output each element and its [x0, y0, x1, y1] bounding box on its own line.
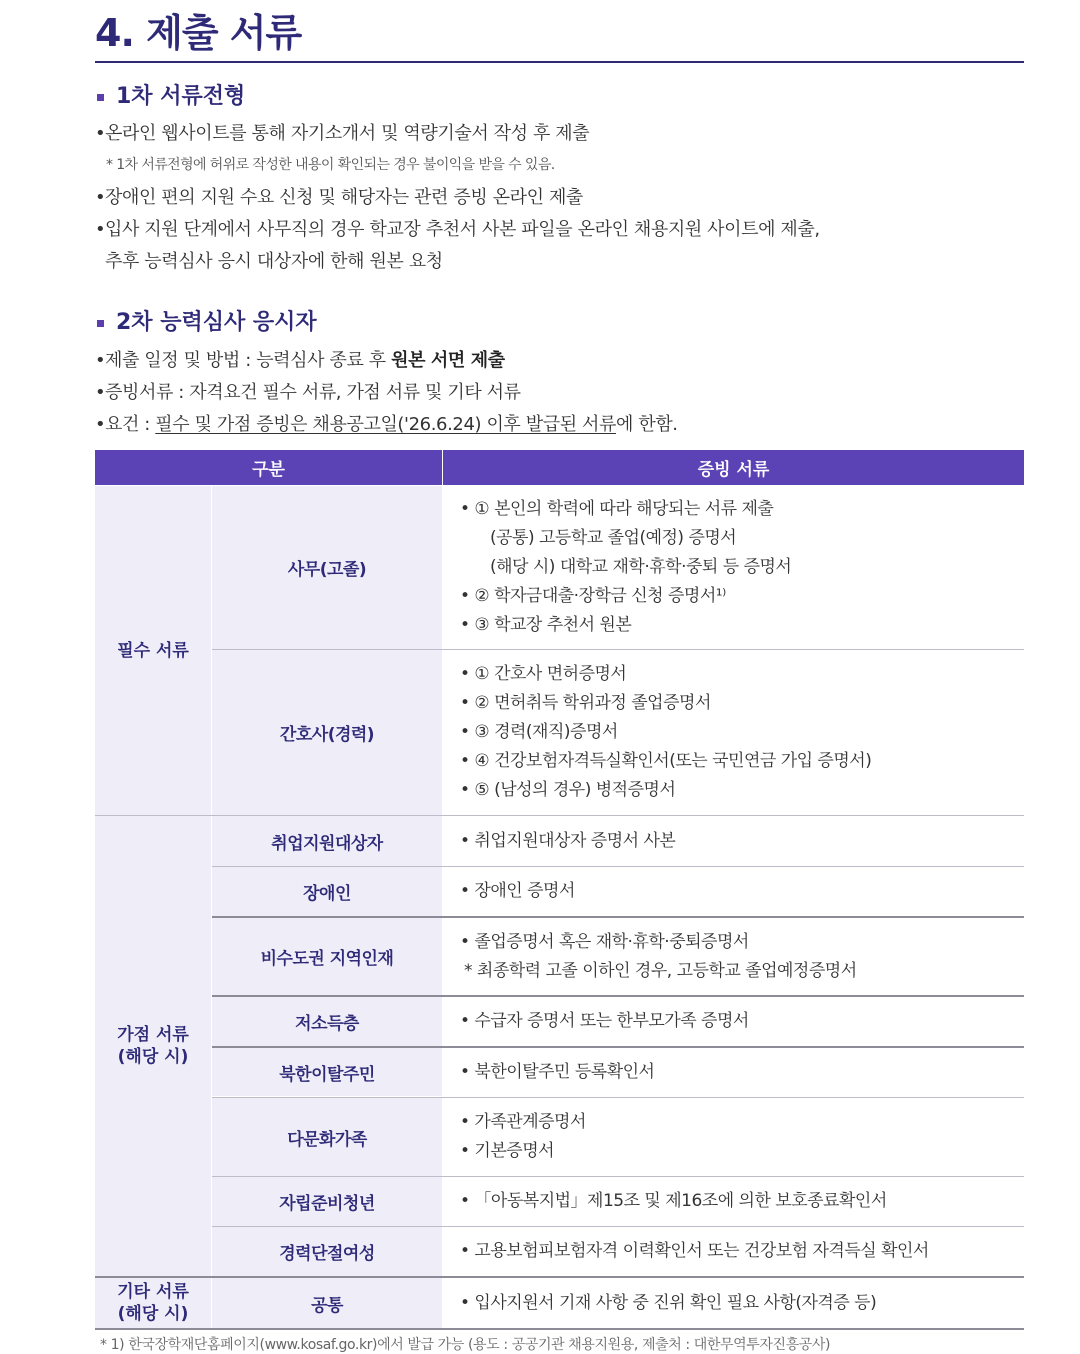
bullet-underlined: 필수 및 가점 증빙은 채용공고일('26.6.24) 이후 발급된 서류 [155, 414, 617, 435]
document-item: • 고용보험피보험자격 이력확인서 또는 건강보험 자격득실 확인서 [460, 1241, 929, 1261]
subcategory-cell: 경력단절여성 [212, 1227, 442, 1276]
subcategory-cell: 다문화가족 [212, 1098, 442, 1176]
square-bullet-icon [97, 94, 104, 101]
row-divider [212, 1097, 1024, 1098]
documents-cell [443, 918, 1024, 995]
bullet-emphasis: 원본 서면 제출 [391, 350, 505, 371]
document-item: • 북한이탈주민 등록확인서 [460, 1061, 655, 1082]
document-item: • 장애인 증명서 [460, 881, 575, 901]
documents-cell [443, 867, 1024, 916]
document-item: • ④ 건강보험자격득실확인서(또는 국민연금 가입 증명서) [460, 751, 872, 771]
row-divider [212, 1226, 1024, 1227]
document-item: • ① 간호사 면허증명서 [460, 664, 627, 684]
document-item: • 기본증명서 [460, 1141, 555, 1161]
document-item: • ⑤ (남성의 경우) 병적증명서 [460, 780, 676, 800]
section-heading [95, 80, 1025, 114]
documents-cell [443, 1227, 1024, 1276]
bullet-text: 요건 : [105, 414, 156, 435]
row-divider [212, 649, 1024, 650]
square-bullet-icon [97, 320, 104, 327]
category-label: 필수 서류 [117, 640, 189, 661]
subcategory-cell: 사무(고졸) [212, 486, 442, 649]
category-label: 가점 서류 [117, 1025, 189, 1045]
bullet-item: •제출 일정 및 방법 : 능력심사 종료 후 원본 서면 제출 [95, 350, 505, 371]
page-title: 4. 제출 서류 [95, 11, 302, 55]
bullet-text: 증빙서류 : 자격요건 필수 서류, 가점 서류 및 기타 서류 [105, 382, 521, 403]
documents-cell [443, 1278, 1024, 1328]
documents-table [95, 450, 1024, 1330]
documents-cell [443, 650, 1024, 815]
title-divider [95, 61, 1024, 63]
subcategory-cell: 취업지원대상자 [212, 816, 442, 866]
section-heading-label: 2차 능력심사 응시자 [116, 310, 317, 335]
section-second-assessment [95, 306, 1025, 340]
category-required [95, 486, 211, 815]
bullet-item: •입사 지원 단계에서 사무직의 경우 학교장 추천서 사본 파일을 온라인 채용지원 사이트에 제출, [95, 219, 820, 240]
bullet-item: •장애인 편의 지원 수요 신청 및 해당자는 관련 증빙 온라인 제출 [95, 187, 583, 208]
category-bonus [95, 816, 211, 1276]
subcategory-cell: 자립준비청년 [212, 1177, 442, 1226]
document-item: • 수급자 증명서 또는 한부모가족 증명서 [460, 1011, 749, 1031]
subcategory-cell: 저소득층 [212, 997, 442, 1046]
row-divider [212, 1176, 1024, 1177]
bullet-continuation: 추후 능력심사 응시 대상자에 한해 원본 요청 [105, 251, 443, 272]
documents-cell [443, 486, 1024, 649]
subcategory-cell: 공통 [212, 1278, 442, 1328]
bullet-item: •증빙서류 : 자격요건 필수 서류, 가점 서류 및 기타 서류 [95, 382, 521, 403]
documents-cell [443, 1177, 1024, 1226]
subcategory-cell: 북한이탈주민 [212, 1048, 442, 1096]
document-item: (해당 시) 대학교 재학·휴학·중퇴 등 증명서 [490, 557, 792, 577]
section-heading-label: 1차 서류전형 [116, 84, 246, 109]
row-divider [95, 815, 1024, 816]
row-divider [212, 995, 1024, 997]
bullet-text: 온라인 웹사이트를 통해 자기소개서 및 역량기술서 작성 후 제출 [105, 123, 590, 144]
table-header-category: 구분 [95, 450, 442, 485]
documents-cell [443, 1098, 1024, 1176]
footnote: * 1) 한국장학재단홈페이지(www.kosaf.go.kr)에서 발급 가능 (용도 : 공공기관 채용지원용, 제출처 : 대한무역투자진흥공사) [100, 1337, 831, 1353]
document-item: • 취업지원대상자 증명서 사본 [460, 830, 676, 851]
documents-cell [443, 997, 1024, 1046]
document-item: • 입사지원서 기재 사항 중 진위 확인 필요 사항(자격증 등) [460, 1292, 877, 1313]
bullet-item: •요건 : 필수 및 가점 증빙은 채용공고일('26.6.24) 이후 발급된 서류에 한함. [95, 414, 678, 435]
row-divider [95, 1276, 1024, 1278]
document-item: • 「아동복지법」제15조 및 제16조에 의한 보호종료확인서 [460, 1191, 887, 1211]
document-item: • ② 면허취득 학위과정 졸업증명서 [460, 693, 711, 713]
subcategory-cell: 간호사(경력) [212, 650, 442, 815]
note-text: * 1차 서류전형에 허위로 작성한 내용이 확인되는 경우 불이익을 받을 수 있음. [106, 157, 555, 173]
bullet-text: 에 한함. [616, 414, 678, 435]
table-bottom-border [95, 1328, 1024, 1330]
subcategory-cell: 비수도권 지역인재 [212, 918, 442, 995]
bullet-text: 장애인 편의 지원 수요 신청 및 해당자는 관련 증빙 온라인 제출 [105, 187, 583, 208]
row-divider [212, 866, 1024, 867]
row-divider [212, 1046, 1024, 1048]
subcategory-cell: 장애인 [212, 867, 442, 916]
bullet-text: 입사 지원 단계에서 사무직의 경우 학교장 추천서 사본 파일을 온라인 채용지원 사이트에 제출, [105, 219, 820, 240]
document-item: • 졸업증명서 혹은 재학·휴학·중퇴증명서 [460, 931, 749, 952]
document-item: • ② 학자금대출·장학금 신청 증명서¹⁾ [460, 586, 726, 606]
bullet-item: •온라인 웹사이트를 통해 자기소개서 및 역량기술서 작성 후 제출 [95, 123, 590, 144]
category-label: 기타 서류 [117, 1282, 189, 1302]
category-label: (해당 시) [117, 1047, 189, 1067]
table-header-documents: 증빙 서류 [443, 450, 1024, 485]
document-item: • ③ 학교장 추천서 원본 [460, 615, 632, 635]
row-divider [212, 916, 1024, 918]
bullet-text: 제출 일정 및 방법 : 능력심사 종료 후 [105, 350, 392, 371]
category-other [95, 1278, 211, 1328]
document-item: • ③ 경력(재직)증명서 [460, 722, 618, 742]
section-first-screening [95, 80, 1025, 114]
document-item: • ① 본인의 학력에 따라 해당되는 서류 제출 [460, 499, 774, 519]
document-item: • 가족관계증명서 [460, 1112, 586, 1132]
documents-cell [443, 1048, 1024, 1096]
section-heading [95, 306, 1025, 340]
documents-cell [443, 816, 1024, 866]
document-note: * 최종학력 고졸 이하인 경우, 고등학교 졸업예정증명서 [464, 960, 857, 981]
document-item: (공통) 고등학교 졸업(예정) 증명서 [490, 528, 737, 548]
category-label: (해당 시) [117, 1304, 189, 1324]
